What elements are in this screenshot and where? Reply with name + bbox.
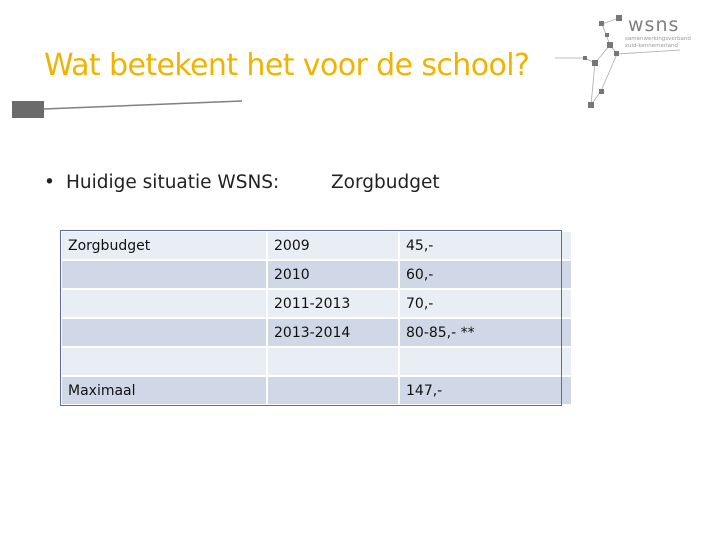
table-row (61, 289, 572, 318)
row-amount: 70,- (399, 289, 572, 318)
row-label (61, 347, 267, 376)
table-row (61, 231, 572, 260)
row-label (61, 289, 267, 318)
row-period: 2011-2013 (267, 289, 399, 318)
row-label (61, 260, 267, 289)
row-label: Zorgbudget (61, 231, 267, 260)
slide-title: Wat betekent het voor de school? (44, 48, 530, 83)
bullet-icon: • (44, 172, 55, 193)
table-row (61, 318, 572, 347)
row-period: 2009 (267, 231, 399, 260)
row-period (267, 347, 399, 376)
table-row (61, 347, 572, 376)
row-amount (399, 347, 572, 376)
row-amount: 60,- (399, 260, 572, 289)
table-row (61, 260, 572, 289)
title-underline (0, 0, 260, 130)
subject-label: Zorgbudget (331, 172, 440, 193)
row-amount: 147,- (399, 376, 572, 405)
row-period: 2013-2014 (267, 318, 399, 347)
row-label (61, 318, 267, 347)
row-period (267, 376, 399, 405)
budget-table (60, 230, 573, 406)
row-amount: 45,- (399, 231, 572, 260)
bullet-item (44, 172, 279, 193)
row-amount: 80-85,- ** (399, 318, 572, 347)
bullet-text: Huidige situatie WSNS: (66, 172, 280, 193)
logo-tagline-2: zuid-kennemerland (625, 43, 678, 49)
logo-wordmark: wsns (628, 14, 680, 36)
row-period: 2010 (267, 260, 399, 289)
logo-tagline-1: samenwerkingsverband (625, 36, 691, 42)
row-label: Maximaal (61, 376, 267, 405)
table-row (61, 376, 572, 405)
